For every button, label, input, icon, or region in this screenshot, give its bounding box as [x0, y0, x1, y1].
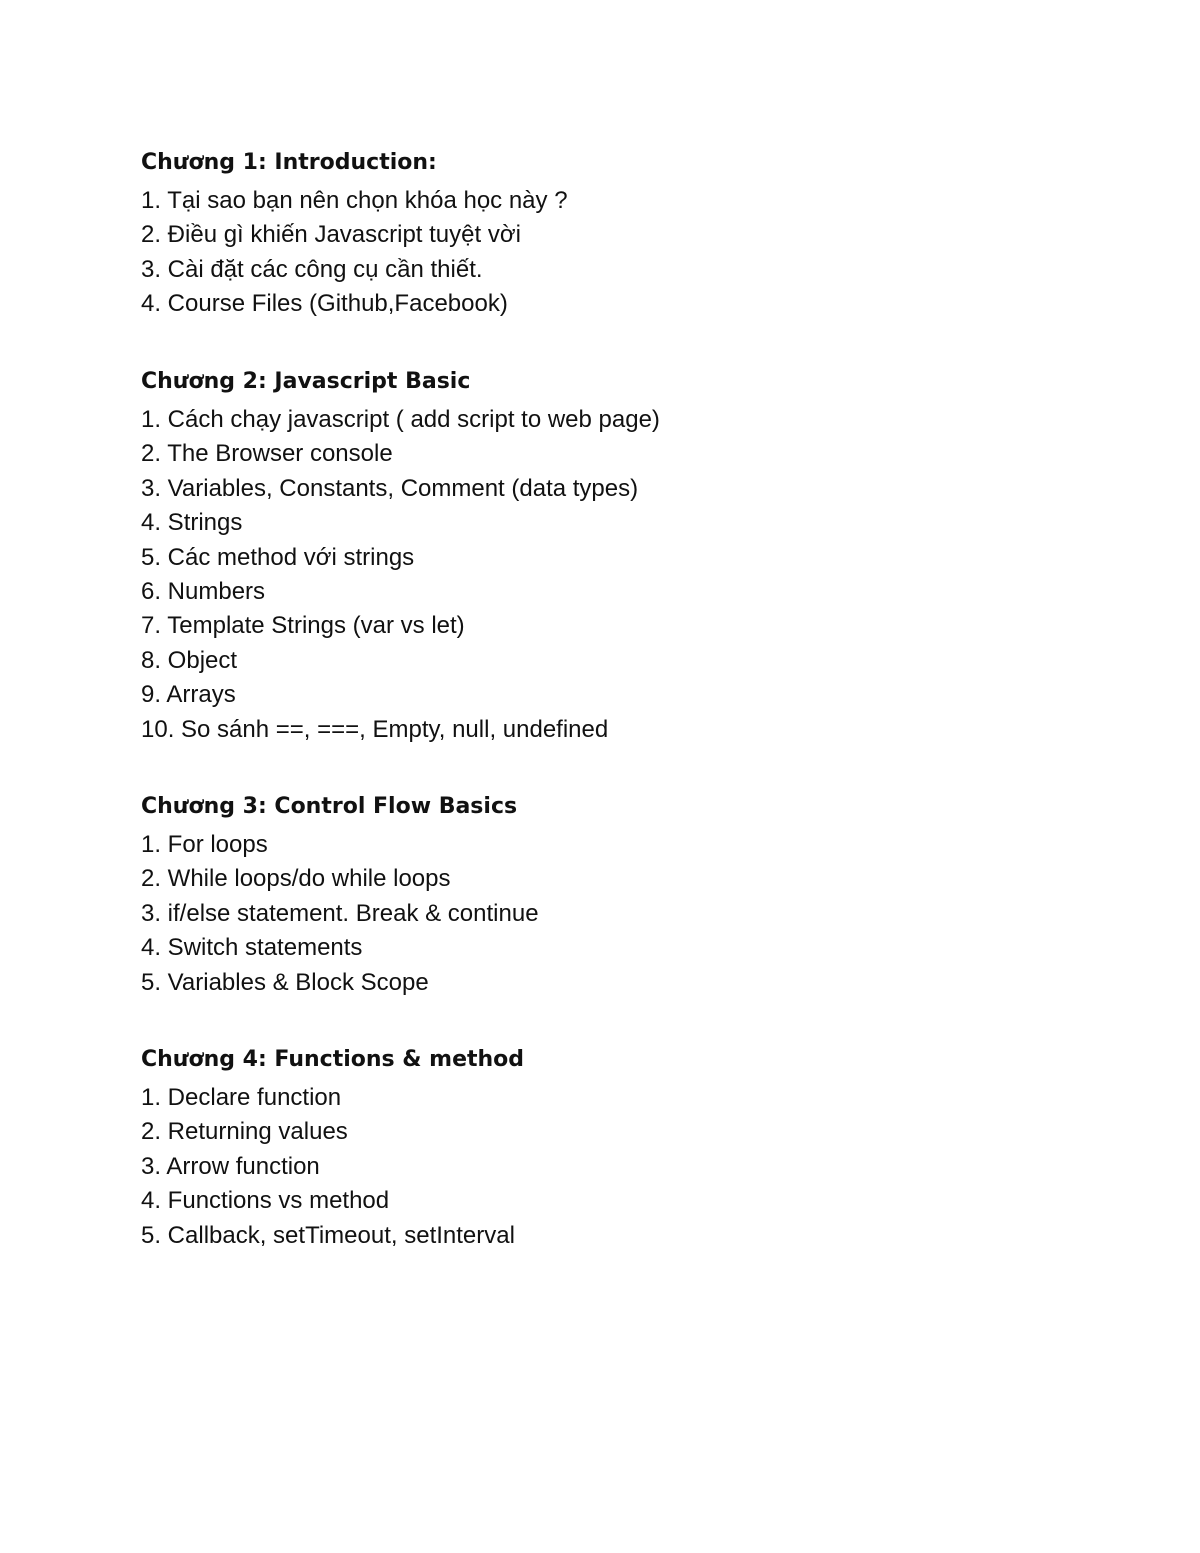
chapter-2-item-7: 7. Template Strings (var vs let): [141, 612, 465, 640]
chapter-2-item-8: 8. Object: [141, 646, 238, 674]
chapter-2-title: Chương 2: Javascript Basic: [141, 369, 471, 394]
chapter-3-item-1: 1. For loops: [141, 831, 268, 858]
chapter-4-item-4: 4. Functions vs method: [141, 1187, 390, 1215]
chapter-2-item-9: 9. Arrays: [141, 681, 236, 709]
chapter-4-title: Chương 4: Functions & method: [141, 1047, 525, 1072]
chapter-3-item-2: 2. While loops/do while loops: [141, 865, 451, 893]
chapter-2: [141, 365, 1041, 747]
chapter-4: [141, 1043, 1041, 1253]
chapter-4-item-2: 2. Returning values: [141, 1118, 348, 1146]
chapter-4-item-1: 1. Declare function: [141, 1084, 342, 1111]
chapter-2-item-2: 2. The Browser console: [141, 440, 393, 468]
chapter-2-item-6: 6. Numbers: [141, 577, 266, 605]
chapter-1: [141, 146, 1041, 322]
chapter-3-item-5: 5. Variables & Block Scope: [141, 968, 429, 996]
chapter-4-item-5: 5. Callback, setTimeout, setInterval: [141, 1221, 515, 1249]
chapter-1-item-4: 4. Course Files (Github,Facebook): [141, 290, 508, 318]
chapter-1-title: Chương 1: Introduction:: [141, 150, 437, 175]
chapter-1-item-1: 1. Tại sao bạn nên chọn khóa học này ?: [141, 187, 568, 214]
chapter-3-item-3: 3. if/else statement. Break & continue: [141, 899, 539, 927]
chapter-3: [141, 790, 1041, 1000]
chapter-1-item-3: 3. Cài đặt các công cụ cần thiết.: [141, 255, 483, 283]
chapter-2-item-10: 10. So sánh ==, ===, Empty, null, undefined: [141, 715, 609, 743]
chapter-4-item-3: 3. Arrow function: [141, 1152, 320, 1180]
chapter-2-item-1: 1. Cách chạy javascript ( add script to web page): [141, 406, 660, 433]
chapter-2-item-5: 5. Các method với strings: [141, 543, 415, 571]
chapter-2-item-4: 4. Strings: [141, 509, 243, 537]
chapter-2-item-3: 3. Variables, Constants, Comment (data types): [141, 474, 639, 502]
chapter-3-title: Chương 3: Control Flow Basics: [141, 794, 518, 819]
chapter-1-item-2: 2. Điều gì khiến Javascript tuyệt vời: [141, 221, 521, 249]
chapter-3-item-4: 4. Switch statements: [141, 934, 363, 962]
